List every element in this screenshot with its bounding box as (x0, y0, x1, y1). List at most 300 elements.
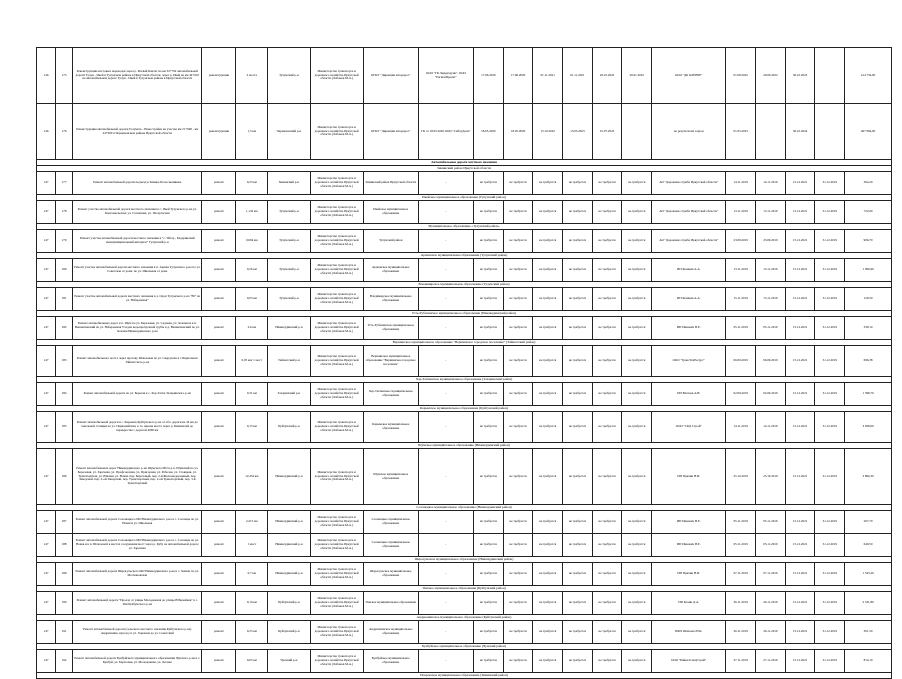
capacity-cell: 0,7 км (236, 563, 268, 586)
row-number: 146 (37, 104, 56, 160)
date-cell: 06.09.2019 (756, 346, 786, 377)
design-docs-cell: - (418, 449, 473, 505)
responsible-body-cell: Министерство транспорта и дорожного хозяйства Иркутской области (Лобанов М.А.) (310, 650, 363, 673)
date-cell: не требуется (563, 346, 593, 377)
customer-cell: Владимирское муниципальное образование (363, 288, 418, 311)
date-cell: не требуется (533, 412, 563, 443)
date-cell: не требуется (622, 172, 652, 195)
amount-cell: 1 398,70 (845, 383, 892, 406)
responsible-body-cell: Министерство транспорта и дорожного хозяйства Иркутской области (Лобанов М.А.) (310, 201, 363, 224)
date-cell: не требуется (622, 412, 652, 443)
design-docs-cell: - (418, 534, 473, 557)
date-cell: не требуется (533, 449, 563, 505)
date-cell: 14.11.2019 (756, 412, 786, 443)
date-cell: 17.06.2020 (503, 48, 533, 104)
table-row (37, 534, 892, 557)
customer-cell: Вершинское муниципальное образование "Вершинское городское поселение" (363, 346, 418, 377)
table-row (37, 383, 892, 406)
capacity-cell: 0,05 км/ 1 мост (236, 346, 268, 377)
work-type-cell: ремонт (202, 383, 236, 406)
date-cell: не требуется (563, 288, 593, 311)
project-name-cell: Ремонт автомобильной дороги Солонецкого МО Нижнеудинского р-на в с. Солонцы по ул. Новая и в п. Шлюзовой в местах сооружения мост через р. Кубу на автомобильной дороге ул. Заречная (73, 534, 202, 557)
date-cell: 26.11.2019 (756, 592, 786, 615)
subsection-title: Андрюшинское муниципальное образование (Куйтунский район) (37, 615, 892, 621)
table-row (37, 650, 892, 673)
date-cell: не требуется (473, 592, 503, 615)
date-cell: не требуется (622, 288, 652, 311)
responsible-body-cell: Министерство транспорта и дорожного хозяйства Иркутской области (Лобанов М.А.) (310, 172, 363, 195)
project-number: 189 (56, 563, 73, 586)
date-cell: не требуется (622, 449, 652, 505)
date-cell: 15.10.2022 (533, 104, 563, 160)
work-type-cell: ремонт (202, 621, 236, 644)
date-cell: не требуется (563, 534, 593, 557)
date-cell: не требуется (473, 346, 503, 377)
amount-cell: 649,50 (845, 534, 892, 557)
date-cell: 31.12.2019 (815, 201, 845, 224)
district-cell: Заларинский р-н (268, 383, 310, 406)
responsible-body-cell: Министерство транспорта и дорожного хозяйства Иркутской области (Лобанов М.А.) (310, 592, 363, 615)
date-cell: 26.11.2019 (726, 592, 756, 615)
table-row (37, 592, 892, 615)
table-row (37, 288, 892, 311)
date-cell: 23.09.2019 (726, 230, 756, 253)
amount-cell: 301,50 (845, 621, 892, 644)
design-docs-cell: - (418, 259, 473, 282)
table-row (37, 104, 892, 160)
work-type-cell: ремонт (202, 563, 236, 586)
table-row (37, 621, 892, 644)
project-number: 184 (56, 383, 73, 406)
row-number: 147 (37, 201, 56, 224)
date-cell: 26.11.2019 (756, 621, 786, 644)
date-cell: не требуется (473, 259, 503, 282)
project-name-cell: Ремонт автомобильной дороги подъезд к Зимнее Полосноникова (73, 172, 202, 195)
design-docs-cell: - (418, 511, 473, 534)
district-cell: Куйтунский р-н (268, 592, 310, 615)
responsible-body-cell: Министерство транспорта и дорожного хозяйства Иркутской области (Лобанов М.А.) (310, 259, 363, 282)
responsible-body-cell: Министерство транспорта и дорожного хозяйства Иркутской области (Лобанов М.А.) (310, 346, 363, 377)
contractor-cell: ИП Кошкин А.А. (652, 259, 726, 282)
district-cell: Тулунский р-н (268, 230, 310, 253)
responsible-body-cell: Министерство транспорта и дорожного хозяйства Иркутской области (Лобанов М.А.) (310, 104, 363, 160)
date-cell: не требуется (473, 449, 503, 505)
contractor-cell: ООО "ТрансТехРесурс" (652, 346, 726, 377)
date-cell: не требуется (533, 383, 563, 406)
date-cell: не требуется (503, 650, 533, 673)
contractor-cell: ИП Вахтеев А.В. (652, 383, 726, 406)
date-cell: не требуется (592, 346, 622, 377)
date-cell: не требуется (563, 511, 593, 534)
project-name-cell: Реконструкция автомобильной дороги Голуметь - Новостройка на участке км 21+000 - км 24+000 в Черемховском районе Иркутской области (73, 104, 202, 160)
capacity-cell: 1,132 км (236, 201, 268, 224)
customer-cell: Уянское муниципальное образование (363, 592, 418, 615)
date-cell: не требуется (563, 650, 593, 673)
date-cell: не требуется (533, 650, 563, 673)
date-cell: не требуется (473, 383, 503, 406)
amount-cell: 414 734,00 (845, 48, 892, 104)
contractor-cell: АО "Дорожная служба Иркутской области" (652, 201, 726, 224)
date-cell: не требуется (592, 650, 622, 673)
design-docs-cell: - (418, 621, 473, 644)
responsible-body-cell: Министерство транспорта и дорожного хозяйства Иркутской области (Лобанов М.А.) (310, 383, 363, 406)
district-cell: Чунский р-н (268, 650, 310, 673)
contractor-cell: АО "Дорожная служба Иркутской области" (652, 230, 726, 253)
date-cell: 27.11.2019 (756, 650, 786, 673)
capacity-cell: 2,215 км (236, 511, 268, 534)
date-cell: не требуется (622, 230, 652, 253)
amount-cell: 814,10 (845, 650, 892, 673)
row-number: 147 (37, 346, 56, 377)
date-cell: не требуется (503, 563, 533, 586)
date-cell: 02.09.2019 (726, 383, 756, 406)
date-cell: не требуется (533, 346, 563, 377)
table-row (37, 230, 892, 253)
amount-cell: 1 090,90 (845, 259, 892, 282)
date-cell: 14.11.2019 (726, 412, 756, 443)
date-cell: не требуется (503, 201, 533, 224)
responsible-body-cell: Министерство транспорта и дорожного хозяйства Иркутской области (Лобанов М.А.) (310, 288, 363, 311)
date-cell: 15.12.2021 (785, 511, 815, 534)
date-cell: не требуется (592, 317, 622, 340)
date-cell: 14.11.2019 (756, 172, 786, 195)
contractor-cell: ИП Пряхин Н.И. (652, 563, 726, 586)
date-cell (622, 104, 652, 160)
date-cell: 15.03.2023 (563, 104, 593, 160)
date-cell: не требуется (503, 412, 533, 443)
customer-cell: Шумское муниципальное образование (363, 449, 418, 505)
date-cell: не требуется (563, 563, 593, 586)
date-cell: 31.12.2019 (815, 650, 845, 673)
date-cell: не требуется (503, 621, 533, 644)
date-cell: не требуется (592, 592, 622, 615)
date-cell: не требуется (592, 449, 622, 505)
date-cell: 15.12.2021 (785, 288, 815, 311)
date-cell: 15.11.2019 (756, 288, 786, 311)
date-cell: 15.12.2021 (785, 412, 815, 443)
district-cell: Куйтунский р-н (268, 412, 310, 443)
customer-cell: Усть-Рубахинское муниципальное образование (363, 317, 418, 340)
date-cell: 31.12.2019 (815, 288, 845, 311)
subsection-title: Шумское муниципальное образование (Нижнеудинский район) (37, 443, 892, 449)
date-cell: не требуется (592, 172, 622, 195)
date-cell: 31.12.2019 (815, 449, 845, 505)
customer-cell: Шерагульское муниципальное образование (363, 563, 418, 586)
date-cell: не требуется (622, 592, 652, 615)
amount-cell: 467 084,00 (845, 104, 892, 160)
date-cell: не требуется (503, 511, 533, 534)
contractor-cell: ИП Пряхин Н.И. (652, 449, 726, 505)
date-cell: 15.11.2019 (726, 288, 756, 311)
table-row (37, 48, 892, 104)
work-type-cell: ремонт (202, 534, 236, 557)
capacity-cell: 0,16 км (236, 592, 268, 615)
date-cell: не требуется (503, 592, 533, 615)
district-cell: Тулунский р-н (268, 259, 310, 282)
date-cell: не требуется (592, 412, 622, 443)
district-cell: Нижнеудинский р-н (268, 449, 310, 505)
design-docs-cell: - (418, 201, 473, 224)
date-cell: не требуется (473, 288, 503, 311)
date-cell: не требуется (622, 511, 652, 534)
table-row (37, 201, 892, 224)
date-cell: не требуется (503, 383, 533, 406)
date-cell: не требуется (592, 511, 622, 534)
investment-projects-table (36, 47, 892, 679)
project-name-cell: Ремонт автомобильного моста через протоку Шлюзовая по ул. Свердлова в г. Бирюсинск Тайшетского р-на (73, 346, 202, 377)
project-number: 178 (56, 201, 73, 224)
work-type-cell: ремонт (202, 317, 236, 340)
work-type-cell: реконструкция (202, 48, 236, 104)
project-name-cell: Ремонт участка автомобильной дороги местного значения в д. Одон Тулунского р-на "Ю" по ул. Набережная" (73, 288, 202, 311)
row-number: 147 (37, 650, 56, 673)
customer-cell: Солонецкое муниципальное образование (363, 534, 418, 557)
customer-cell: Тулунский район (363, 230, 418, 253)
subsection-title: Аршанское муниципальное образование (Тулунский район) (37, 253, 892, 259)
design-docs-cell: - (418, 288, 473, 311)
responsible-body-cell: Министерство транспорта и дорожного хозяйства Иркутской области (Лобанов М.А.) (310, 534, 363, 557)
date-cell: не требуется (533, 172, 563, 195)
contractor-cell: ИП Пивович В.Е. (652, 317, 726, 340)
customer-cell: ОГКУ "Дирекция автодорог" (363, 48, 418, 104)
date-cell: 31.12.2019 (815, 412, 845, 443)
project-number: 176 (56, 104, 73, 160)
work-type-cell: ремонт (202, 288, 236, 311)
contractor-cell: ООО "СКД Строй" (652, 412, 726, 443)
date-cell: 05.11.2019 (726, 534, 756, 557)
date-cell: не требуется (533, 201, 563, 224)
design-docs-cell: ООО "ГК Лидертрунк", ООО "РегионПроект" (418, 48, 473, 104)
date-cell: 01.11.2021 (563, 48, 593, 104)
date-cell: не требуется (592, 534, 622, 557)
date-cell: 13.11.2019 (726, 201, 756, 224)
date-cell (815, 48, 845, 104)
date-cell: не требуется (533, 592, 563, 615)
contractor-cell: ООО "БайкалСпецСтрой" (652, 650, 726, 673)
table-row (37, 346, 892, 377)
date-cell: 31.12.2019 (815, 259, 845, 282)
date-cell: 25.10.2019 (756, 449, 786, 505)
date-cell: не требуется (473, 563, 503, 586)
project-number: 179 (56, 230, 73, 253)
contractor-cell: АО "Дорожная служба Иркутской области" (652, 172, 726, 195)
responsible-body-cell: Министерство транспорта и дорожного хозяйства Иркутской области (Лобанов М.А.) (310, 511, 363, 534)
table-row (37, 511, 892, 534)
responsible-body-cell: Министерство транспорта и дорожного хозяйства Иркутской области (Лобанов М.А.) (310, 563, 363, 586)
date-cell: 01.11.2021 (533, 48, 563, 104)
work-type-cell: ремонт (202, 346, 236, 377)
subsection-title: Карымское муниципальное образование (Куйтунский район) (37, 406, 892, 412)
district-cell: Нижнеудинский р-н (268, 534, 310, 557)
work-type-cell: реконструкция (202, 104, 236, 160)
contractor-cell: ООО "ДК КЛЕВЕР" (652, 48, 726, 104)
capacity-cell: 0,31 км (236, 383, 268, 406)
date-cell: 23.09.2019 (756, 230, 786, 253)
district-cell: Тулунский р-н (268, 201, 310, 224)
date-cell: не требуется (473, 317, 503, 340)
date-cell: 31.12.2019 (815, 317, 845, 340)
date-cell: 07.11.2019 (726, 563, 756, 586)
row-number: 147 (37, 288, 56, 311)
date-cell: 25.10.2019 (726, 449, 756, 505)
date-cell: 29.06.2022 (756, 48, 786, 104)
customer-cell: ОГКУ "Дирекция автодорог" (363, 104, 418, 160)
contractor-cell: ИП Кошкин А.А. (652, 288, 726, 311)
district-cell: Куйтунский р-н (268, 621, 310, 644)
project-name-cell: Ремонт автомобильной дороги Шерагульского МО Нижнеудинского р-на в с. Замзен по ул. Молчановская (73, 563, 202, 586)
date-cell: не требуется (592, 563, 622, 586)
date-cell: 30.10.2023 (785, 48, 815, 104)
date-cell: не требуется (563, 621, 593, 644)
district-cell: Черемховский р-н (268, 104, 310, 160)
date-cell: 31.12.2019 (815, 621, 845, 644)
contractor-cell: по результатам торгов (652, 104, 726, 160)
design-docs-cell: ГК от 18.05.2020 ООО "СибтрДоич" (418, 104, 473, 160)
work-type-cell: ремонт (202, 412, 236, 443)
table-row (37, 412, 892, 443)
date-cell: не требуется (622, 346, 652, 377)
date-cell: не требуется (592, 201, 622, 224)
project-number: 191 (56, 621, 73, 644)
date-cell: 18.05.2020 (503, 104, 533, 160)
amount-cell: 2 531,80 (845, 592, 892, 615)
contractor-cell: ИФХ Шаповал Н.К. (652, 621, 726, 644)
date-cell: не требуется (533, 230, 563, 253)
date-cell: 15.12.2021 (785, 383, 815, 406)
work-type-cell: ремонт (202, 592, 236, 615)
date-cell: 15.12.2021 (785, 259, 815, 282)
project-number: 177 (56, 172, 73, 195)
date-cell: 15.12.2021 (785, 346, 815, 377)
subsection-title: Муниципальное образование «Тулунский район» (37, 224, 892, 230)
design-docs-cell: - (418, 230, 473, 253)
subsection-title: Солонецкое муниципальное образование (Нижнеудинский район) (37, 505, 892, 511)
capacity-cell: 0,15 км (236, 412, 268, 443)
date-cell: не требуется (563, 383, 593, 406)
date-cell: не требуется (622, 621, 652, 644)
project-number: 181 (56, 288, 73, 311)
date-cell: 13.11.2019 (756, 259, 786, 282)
capacity-cell: 0,03 км (236, 288, 268, 311)
date-cell: не требуется (473, 230, 503, 253)
date-cell: не требуется (563, 317, 593, 340)
subsection-title: Хор-Тагнинское муниципальное образование (Заларинский район) (37, 377, 892, 383)
design-docs-cell: - (418, 383, 473, 406)
date-cell: не требуется (563, 412, 593, 443)
responsible-body-cell: Министерство транспорта и дорожного хозяйства Иркутской области (Лобанов М.А.) (310, 412, 363, 443)
date-cell: 13.11.2019 (756, 201, 786, 224)
work-type-cell: ремонт (202, 201, 236, 224)
district-cell: Тулунский р-н (268, 288, 310, 311)
date-cell: 27.11.2019 (726, 650, 756, 673)
contractor-cell: ИП Кочин Д.А. (652, 592, 726, 615)
table-row (37, 449, 892, 505)
project-name-cell: Ремонт автомобильной дороги "Проезд от улицы Молодежная до улицы Юбилейная" в с. Уян Куйтунского р-на (73, 592, 202, 615)
project-name-cell: Ремонт участка автомобильной дороги местного значения в с. Икей Тулунского р-на ул. Комсомольская, ул. Степанова, ул. Пасаргасная (73, 201, 202, 224)
date-cell: не требуется (473, 650, 503, 673)
date-cell: 15.12.2021 (785, 621, 815, 644)
date-cell: не требуется (563, 259, 593, 282)
project-name-cell: Ремонт автомобильных дорог Нижнеудинского р-на Шумского МО в р.п. Шумский по ул. Березовая, ул. Заречная, ул. Профсоюзная, ул. Пригорная, ул. Рабочая, ул. Стояцкая, ул. Транспортная, ул. Южная, ул. Новая, пер. Березовый, пер. 2-й Железнодорожный, пер. Заводской, пер. 2-ой Заводской, пер. Транспортный, пер. 2-ой Транспортный, пер. 3-й Транспортный (73, 449, 202, 505)
date-cell: 01.07.2023 (592, 104, 622, 160)
date-cell: не требуется (503, 449, 533, 505)
date-cell: не требуется (563, 172, 593, 195)
date-cell: не требуется (503, 317, 533, 340)
date-cell: не требуется (533, 317, 563, 340)
customer-cell: Хор-Тагнинское муниципальное образование (363, 383, 418, 406)
work-type-cell: ремонт (202, 172, 236, 195)
date-cell: 15.12.2021 (785, 230, 815, 253)
work-type-cell: ремонт (202, 511, 236, 534)
date-cell: не требуется (592, 621, 622, 644)
amount-cell: 339,10 (845, 317, 892, 340)
date-cell: 05.11.2019 (756, 317, 786, 340)
project-name-cell: Ремонт участка автомобильной дороги местного значения в "с. Уйгар - Бадаринский межмуниципальный интернат" Тулунский р-н (73, 230, 202, 253)
district-cell: Нижнеудинский р-н (268, 317, 310, 340)
design-docs-cell: - (418, 650, 473, 673)
project-name-cell: Ремонт автомобильной дороги Солонецкого МО Нижнеудинского р-на в с. Солонцы по ул. Новая и ул. Школьная (73, 511, 202, 534)
table-row (37, 317, 892, 340)
date-cell: не требуется (473, 511, 503, 534)
date-cell: 31.12.2019 (815, 563, 845, 586)
row-number: 147 (37, 449, 56, 505)
date-cell: не требуется (503, 259, 533, 282)
project-number: 175 (56, 48, 73, 104)
responsible-body-cell: Министерство транспорта и дорожного хозяйства Иркутской области (Лобанов М.А.) (310, 317, 363, 340)
date-cell: не требуется (563, 449, 593, 505)
work-type-cell: ремонт (202, 650, 236, 673)
row-number: 147 (37, 563, 56, 586)
project-name-cell: Ремонт автомобильной дороги в с. Карымск Куйтунского р-на от обл. дороги на 34 км до школьной станции по ул. Первомайская, в 1а, школы моста через р. Кимильтей до перекрестка с дорогой 4000 км (73, 412, 202, 443)
date-cell: не требуется (503, 534, 533, 557)
date-cell: 15.12.2021 (785, 563, 815, 586)
capacity-cell: 0,094 км (236, 230, 268, 253)
date-cell: не требуется (533, 288, 563, 311)
table-row (37, 172, 892, 195)
date-cell: 15.12.2021 (785, 534, 815, 557)
date-cell: 01.08.2022 (726, 48, 756, 104)
date-cell: не требуется (563, 201, 593, 224)
date-cell: не требуется (473, 201, 503, 224)
table-row (37, 563, 892, 586)
project-number: 185 (56, 412, 73, 443)
district-cell: Тайшетский р-н (268, 346, 310, 377)
capacity-cell: 0,65 км (236, 650, 268, 673)
date-cell: 05.11.2019 (756, 534, 786, 557)
date-cell: 13.11.2019 (726, 259, 756, 282)
row-number: 147 (37, 412, 56, 443)
date-cell: не требуется (533, 621, 563, 644)
date-cell: 31.12.2019 (815, 511, 845, 534)
row-number: 147 (37, 317, 56, 340)
responsible-body-cell: Министерство транспорта и дорожного хозяйства Иркутской области (Лобанов М.А.) (310, 230, 363, 253)
project-name-cell: Ремонт автомобильной дороги Бунбуйского муниципального образования Чунского р-на в с. Бунбуй, ул. Берзговая, ул. Молодежная, ул. Лесная (73, 650, 202, 673)
subsection-title: Шерагульское муниципальное образование (Нижнеудинский район) (37, 557, 892, 563)
project-number: 187 (56, 511, 73, 534)
date-cell (815, 104, 845, 160)
customer-cell: Аршанское муниципальное образование (363, 259, 418, 282)
customer-cell: Солонецкое муниципальное образование (363, 511, 418, 534)
design-docs-cell: - (418, 412, 473, 443)
project-name-cell: Реконструкция мостовых переходов через р. Малый Кантат на км 32+792 автомобильной дороги Тулун - Икей в Тулунском районе в Иркутской области, через р. Икей на км 44+910 на автомобильной дороге Тулун - Икей в Тулунском районе в Иркутской области (73, 48, 202, 104)
design-docs-cell: - (418, 346, 473, 377)
amount-cell: 3 928,00 (845, 412, 892, 443)
design-docs-cell: - (418, 592, 473, 615)
district-cell: Зиминский р-н (268, 172, 310, 195)
capacity-cell: 1 мост (236, 534, 268, 557)
date-cell: 05.11.2019 (756, 511, 786, 534)
date-cell: не требуется (622, 383, 652, 406)
